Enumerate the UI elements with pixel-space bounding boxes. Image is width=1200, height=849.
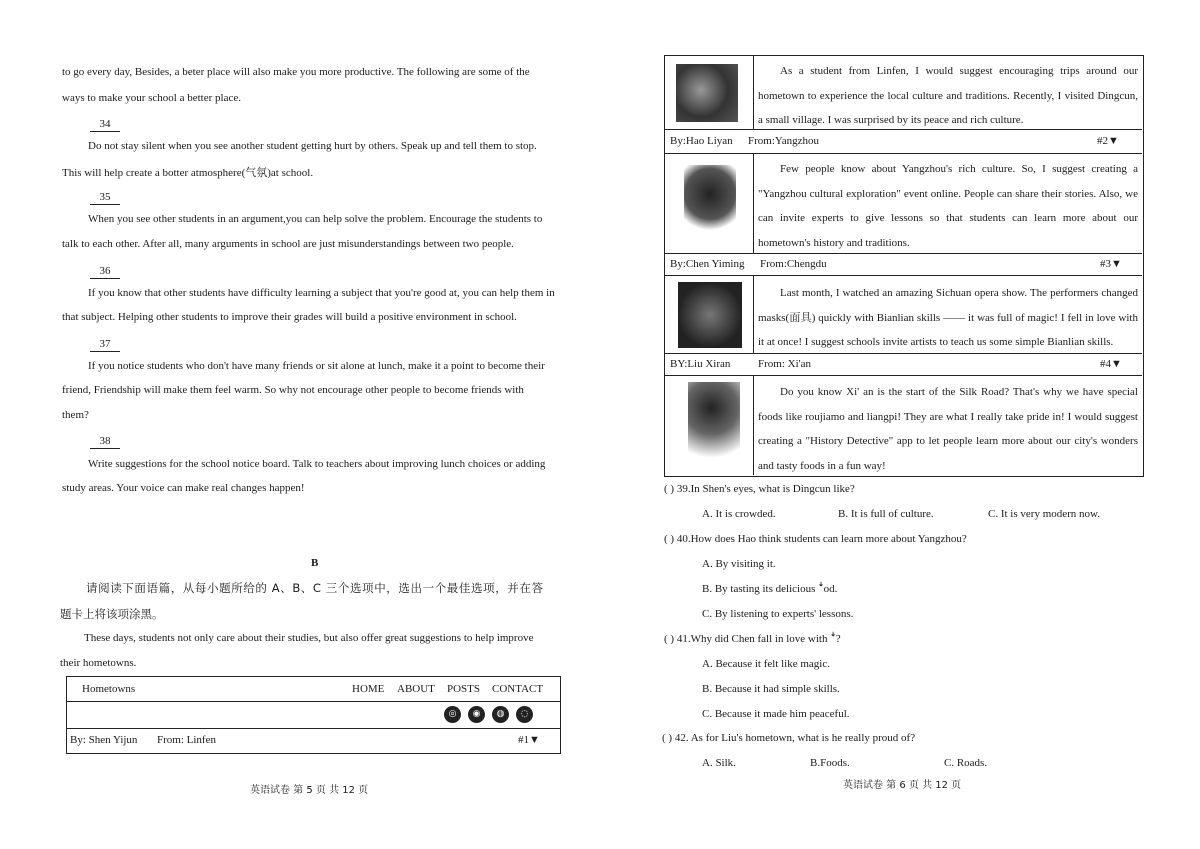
- q39-option-a[interactable]: A. It is crowded.: [702, 508, 776, 520]
- photo-opera: [678, 282, 742, 348]
- question-39: ( ) 39.In Shen's eyes, what is Dingcun like?: [664, 483, 855, 495]
- post1-num[interactable]: #1▼: [518, 734, 540, 746]
- q40-option-c[interactable]: C. By listening to experts' lessons.: [702, 608, 854, 620]
- post5-text: Do you know Xi' an is the start of the Silk Road? That's why we have special foods like roujiamo and liangpi! They are what I really take pride in! I would suggest creating a "History Detective" app to let people learn more about our city's wonders and tasty foods in a fun way!: [758, 386, 1138, 472]
- item-36-line-1: If you know that other students have difficulty learning a subject that you're good at, you can help them in: [88, 287, 555, 299]
- q42-option-b[interactable]: B.Foods.: [810, 757, 850, 769]
- item-35-line-2: talk to each other. After all, many arguments in school are just misunderstandings between two people.: [62, 238, 514, 250]
- website-box: [66, 676, 561, 754]
- post1-by: By: Shen Yijun: [70, 734, 138, 746]
- q41-option-c[interactable]: C. Because it made him peaceful.: [702, 708, 850, 720]
- q39-option-b[interactable]: B. It is full of culture.: [838, 508, 934, 520]
- item-36-line-2: that subject. Helping other students to improve their grades will build a positive environment in school.: [62, 311, 517, 323]
- post4-text: Last month, I watched an amazing Sichuan opera show. The performers changed masks(面具) quickly with Bianlian skills —— it was full of magic! I fell in love with it at once! I suggest schools invite artists to teach us some simple Bianlian skills.: [758, 287, 1138, 348]
- intro-line-2: ways to make your school a better place.: [62, 92, 241, 104]
- blank-37: 37: [90, 337, 120, 352]
- circle-icon-2[interactable]: ◉: [468, 706, 485, 723]
- post4-num[interactable]: #4▼: [1100, 358, 1122, 370]
- circle-icon-4[interactable]: ◌: [516, 706, 533, 723]
- col-line-1: [753, 56, 754, 129]
- post3-from: From:Chengdu: [760, 258, 827, 270]
- col-line-3: [753, 275, 754, 353]
- item-35-line-1: When you see other students in an argument,you can help solve the problem. Encourage the students to: [88, 213, 543, 225]
- post3-by: By:Chen Yiming: [670, 258, 745, 270]
- post1-from: From: Linfen: [157, 734, 216, 746]
- question-41: ( ) 41.Why did Chen fall in love with ꜜ?: [664, 633, 841, 645]
- row-line-2: [665, 153, 1142, 154]
- q40-option-b[interactable]: B. By tasting its delicious ꜜod.: [702, 583, 838, 595]
- item-38-line-1: Write suggestions for the school notice board. Talk to teachers about improving lunch choices or adding: [88, 458, 546, 470]
- nav-home[interactable]: HOME: [352, 683, 385, 695]
- instruction-line-2: 题卡上将该项涂黑。: [60, 607, 164, 621]
- item-37-line-3: them?: [62, 409, 89, 421]
- photo-tree: [684, 165, 736, 237]
- nav-about[interactable]: ABOUT: [397, 683, 435, 695]
- col-line-4: [753, 375, 754, 475]
- q41-option-b[interactable]: B. Because it had simple skills.: [702, 683, 840, 695]
- q42-option-a[interactable]: A. Silk.: [702, 757, 736, 769]
- post2-num[interactable]: #2▼: [1097, 135, 1119, 147]
- circle-icon-3[interactable]: ◍: [492, 706, 509, 723]
- b-intro-line-2: their hometowns.: [60, 657, 137, 669]
- blank-38: 38: [90, 434, 120, 449]
- left-footer: 英语试卷 第 5 页 共 12 页: [250, 785, 369, 796]
- photo-figure: [688, 382, 740, 468]
- intro-line-1: to go every day, Besides, a beter place will also make you more productive. The following are some of the: [62, 66, 530, 78]
- circle-icon-1[interactable]: ◎: [444, 706, 461, 723]
- photo-landscape: [676, 64, 738, 122]
- item-38-line-2: study areas. Your voice can make real changes happen!: [62, 482, 305, 494]
- item-34-line-1: Do not stay silent when you see another student getting hurt by others. Speak up and tell them to stop.: [88, 140, 537, 152]
- blank-36: 36: [90, 264, 120, 279]
- nav-contact[interactable]: CONTACT: [492, 683, 544, 695]
- col-line-2: [753, 153, 754, 253]
- instruction-line-1: 请阅读下面语篇，从每小题所给的 A、B、C 三个选项中，选出一个最佳选项，并在答: [86, 581, 544, 595]
- post2-from: From:Yangzhou: [748, 135, 820, 147]
- post3-text: Few people know about Yangzhou's rich culture. So, I suggest creating a "Yangzhou cultural exploration" event online. People can share their stories. Also, we can invite experts to give lessons so that students can learn more about our hometown's history and traditions.: [758, 163, 1138, 249]
- item-37-line-1: If you notice students who don't have many friends or sit alone at lunch, make it a point to become their: [88, 360, 545, 372]
- blank-34: 34: [90, 117, 120, 132]
- item-34-line-2: This will help create a botter atmosphere(气氛)at school.: [62, 167, 314, 179]
- website-divider-1: [67, 701, 560, 702]
- question-40: ( ) 40.How does Hao think students can learn more about Yangzhou?: [664, 533, 967, 545]
- nav-posts[interactable]: POSTS: [447, 683, 481, 695]
- post2-text: As a student from Linfen, I would suggest encouraging trips around our hometown to experience the local culture and traditions. Recently, I visited Dingcun, a small village. I was surprised by its peace and rich culture.: [758, 65, 1138, 126]
- post4-from: From: Xi'an: [758, 358, 812, 370]
- q42-option-c[interactable]: C. Roads.: [944, 757, 988, 769]
- question-42: ( ) 42. As for Liu's hometown, what is he really proud of?: [662, 732, 916, 744]
- blank-35: 35: [90, 190, 120, 205]
- section-b-title: B: [311, 557, 319, 569]
- q40-option-a[interactable]: A. By visiting it.: [702, 558, 776, 570]
- post2-by: By:Hao Liyan: [670, 135, 733, 147]
- right-footer: 英语试卷 第 6 页 共 12 页: [843, 780, 962, 791]
- website-divider-2: [67, 728, 560, 729]
- q41-option-a[interactable]: A. Because it felt like magic.: [702, 658, 830, 670]
- item-37-line-2: friend, Friendship will make them feel warm. So why not encourage other people to become friends with: [62, 384, 524, 396]
- q39-option-c[interactable]: C. It is very modern now.: [988, 508, 1101, 520]
- row-line-4: [665, 275, 1142, 276]
- post3-num[interactable]: #3▼: [1100, 258, 1122, 270]
- b-intro-line-1: These days, students not only care about their studies, but also offer great suggestions to help improve: [84, 632, 534, 644]
- post4-by: BY:Liu Xiran: [670, 358, 731, 370]
- website-title: Hometowns: [82, 683, 136, 695]
- row-line-6: [665, 375, 1142, 376]
